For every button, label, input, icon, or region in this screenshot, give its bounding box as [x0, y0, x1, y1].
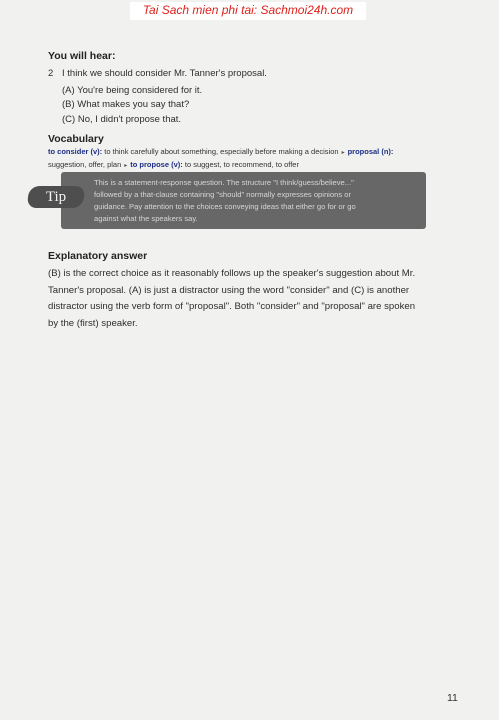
explanatory-line: Tanner's proposal. (A) is just a distractor using the word "consider" and (C) is another: [48, 284, 410, 296]
tip-line: followed by a that-clause containing "should" normally expresses opinions or: [94, 190, 351, 199]
explanatory-line: by the (first) speaker.: [48, 317, 138, 329]
tip-label: Tip: [45, 189, 67, 205]
vocab-definition: to suggest, to recommend, to offer: [184, 160, 299, 169]
option-a: (A) You're being considered for it.: [62, 85, 203, 96]
vocab-definition: suggestion, offer, plan: [48, 160, 122, 169]
option-c: (C) No, I didn't propose that.: [62, 114, 182, 125]
vocabulary-entries: [48, 146, 428, 172]
watermark-banner: [130, 2, 366, 20]
you-will-hear-heading: You will hear:: [48, 50, 116, 62]
tip-line: guidance. Pay attention to the choices conveying ideas that either go for or go: [94, 202, 356, 211]
vocabulary-heading: Vocabulary: [48, 133, 104, 145]
vocab-term: to consider (v):: [48, 147, 103, 156]
explanatory-line: (B) is the correct choice as it reasonably follows up the speaker's suggestion about Mr.: [48, 268, 416, 279]
explanatory-heading: Explanatory answer: [48, 250, 148, 262]
explanatory-paragraph: [48, 266, 448, 332]
tip-line: against what the speakers say.: [94, 214, 198, 223]
vocab-term: to propose (v):: [130, 160, 183, 169]
bullet-arrow-icon: ▸: [124, 163, 128, 169]
question-statement: I think we should consider Mr. Tanner's proposal.: [62, 68, 267, 79]
explanatory-line: distractor using the verb form of "proposal". Both "consider" and "proposal" are spoken: [48, 301, 416, 312]
watermark-text: Tai Sach mien phi tai: Sachmoi24h.com: [142, 3, 354, 17]
vocab-term: proposal (n):: [347, 147, 394, 156]
option-b: (B) What makes you say that?: [62, 99, 190, 110]
tip-text: [94, 177, 416, 225]
page-number: 11: [447, 692, 458, 704]
bullet-arrow-icon: ▸: [341, 150, 345, 156]
vocab-definition: to think carefully about something, especially before making a decision: [104, 147, 339, 156]
question-number: 2: [48, 68, 54, 79]
tip-line: This is a statement-response question. The structure "I think/guess/believe...": [94, 178, 354, 187]
